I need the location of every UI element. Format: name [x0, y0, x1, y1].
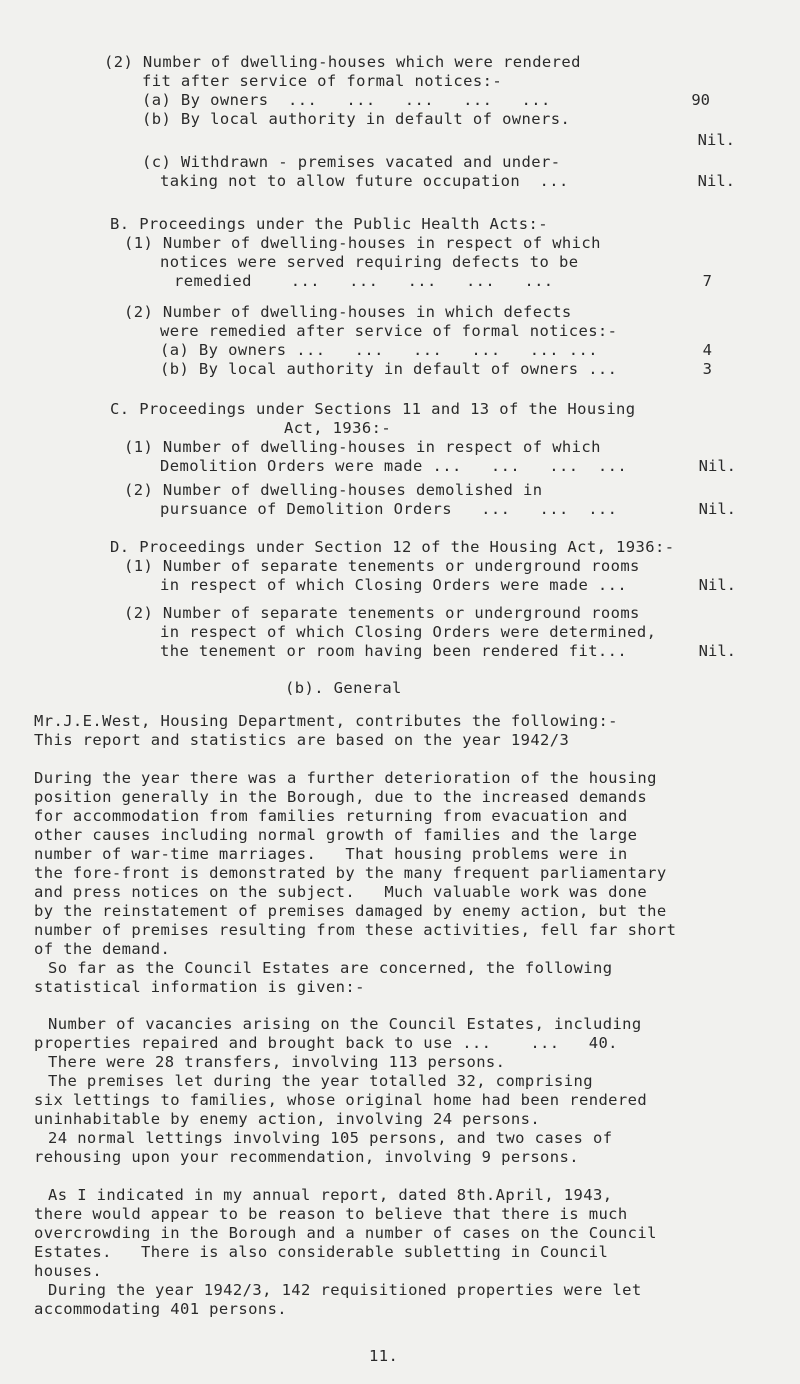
paragraph-line: 24 normal lettings involving 105 persons, and two cases of [48, 1129, 613, 1147]
c-heading-line1: C. Proceedings under Sections 11 and 13 of the Housing [110, 400, 636, 418]
a2-item-c-line1: (c) Withdrawn - premises vacated and under- [142, 153, 561, 171]
paragraph-line: for accommodation from families returning from evacuation and [34, 807, 628, 825]
b-item1-line3: remedied ... ... ... ... ... [174, 272, 554, 290]
paragraph-line: rehousing upon your recommendation, involving 9 persons. [34, 1148, 579, 1166]
b-item1-line2: notices were served requiring defects to be [160, 253, 579, 271]
paragraph-line: During the year 1942/3, 142 requisitioned properties were let [48, 1281, 642, 1299]
d-item1-line1: (1) Number of separate tenements or underground rooms [124, 557, 640, 575]
b-heading: B. Proceedings under the Public Health Acts:- [110, 215, 548, 233]
paragraph-line: accommodating 401 persons. [34, 1300, 288, 1318]
c-item1-line1: (1) Number of dwelling-houses in respect of which [124, 438, 601, 456]
a2-item-a-value: 90 [691, 91, 710, 109]
paragraph-line: statistical information is given:- [34, 978, 365, 996]
b-item2-b: (b) By local authority in default of owners ... [160, 360, 618, 378]
paragraph-line: six lettings to families, whose original home had been rendered [34, 1091, 648, 1109]
d-item1-value: Nil. [698, 576, 736, 594]
a2-item-c-line2: taking not to allow future occupation ... [160, 172, 569, 190]
paragraph-line: During the year there was a further deterioration of the housing [34, 769, 657, 787]
d-item1-line2: in respect of which Closing Orders were made ... [160, 576, 628, 594]
c-item1-value: Nil. [698, 457, 736, 475]
c-heading-line2: Act, 1936:- [284, 419, 392, 437]
paragraph-line: properties repaired and brought back to use ... ... 40. [34, 1034, 618, 1052]
d-item2-line2: in respect of which Closing Orders were determined, [160, 623, 657, 641]
b-item2-line2: were remedied after service of formal notices:- [160, 322, 618, 340]
paragraph-line: number of premises resulting from these activities, fell far short [34, 921, 677, 939]
c-item2-line1: (2) Number of dwelling-houses demolished in [124, 481, 543, 499]
general-heading: (b). General [285, 679, 402, 697]
d-heading: D. Proceedings under Section 12 of the Housing Act, 1936:- [110, 538, 675, 556]
general-intro-line1: Mr.J.E.West, Housing Department, contributes the following:- [34, 712, 618, 730]
c-item2-value: Nil. [698, 500, 736, 518]
a2-heading-line1: (2) Number of dwelling-houses which were rendered [104, 53, 581, 71]
a2-item-c-value: Nil. [697, 172, 735, 190]
paragraph-line: As I indicated in my annual report, dated 8th.April, 1943, [48, 1186, 613, 1204]
paragraph-line: Estates. There is also considerable subletting in Council [34, 1243, 609, 1261]
d-item2-line1: (2) Number of separate tenements or underground rooms [124, 604, 640, 622]
paragraph-line: number of war-time marriages. That housing problems were in [34, 845, 628, 863]
paragraph-line: of the demand. [34, 940, 171, 958]
d-item2-line3: the tenement or room having been rendered fit... [160, 642, 628, 660]
paragraph-line: There were 28 transfers, involving 113 persons. [48, 1053, 506, 1071]
b-item1-line1: (1) Number of dwelling-houses in respect of which [124, 234, 601, 252]
a2-heading-line2: fit after service of formal notices:- [142, 72, 503, 90]
b-item2-a: (a) By owners ... ... ... ... ... ... [160, 341, 598, 359]
d-item2-value: Nil. [698, 642, 736, 660]
paragraph-line: there would appear to be reason to believe that there is much [34, 1205, 628, 1223]
paragraph-line: houses. [34, 1262, 103, 1280]
paragraph-line: overcrowding in the Borough and a number of cases on the Council [34, 1224, 657, 1242]
b-item2-a-value: 4 [702, 341, 712, 359]
a2-item-a: (a) By owners ... ... ... ... ... [142, 91, 551, 109]
paragraph-line: The premises let during the year totalled 32, comprising [48, 1072, 593, 1090]
paragraph-line: and press notices on the subject. Much valuable work was done [34, 883, 648, 901]
paragraph-line: So far as the Council Estates are concerned, the following [48, 959, 613, 977]
paragraph-line: by the reinstatement of premises damaged by enemy action, but the [34, 902, 667, 920]
a2-item-b: (b) By local authority in default of owners. [142, 110, 571, 128]
paragraph-line: position generally in the Borough, due to the increased demands [34, 788, 648, 806]
c-item1-line2: Demolition Orders were made ... ... ... ... [160, 457, 628, 475]
paragraph-line: the fore-front is demonstrated by the many frequent parliamentary [34, 864, 667, 882]
c-item2-line2: pursuance of Demolition Orders ... ... ... [160, 500, 618, 518]
paragraph-line: Number of vacancies arising on the Council Estates, including [48, 1015, 642, 1033]
page-number: 11. [369, 1347, 399, 1365]
a2-item-b-value: Nil. [697, 131, 735, 149]
b-item2-line1: (2) Number of dwelling-houses in which defects [124, 303, 572, 321]
b-item1-value: 7 [702, 272, 712, 290]
paragraph-line: uninhabitable by enemy action, involving 24 persons. [34, 1110, 541, 1128]
b-item2-b-value: 3 [702, 360, 712, 378]
paragraph-line: other causes including normal growth of families and the large [34, 826, 638, 844]
general-intro-line2: This report and statistics are based on the year 1942/3 [34, 731, 570, 749]
